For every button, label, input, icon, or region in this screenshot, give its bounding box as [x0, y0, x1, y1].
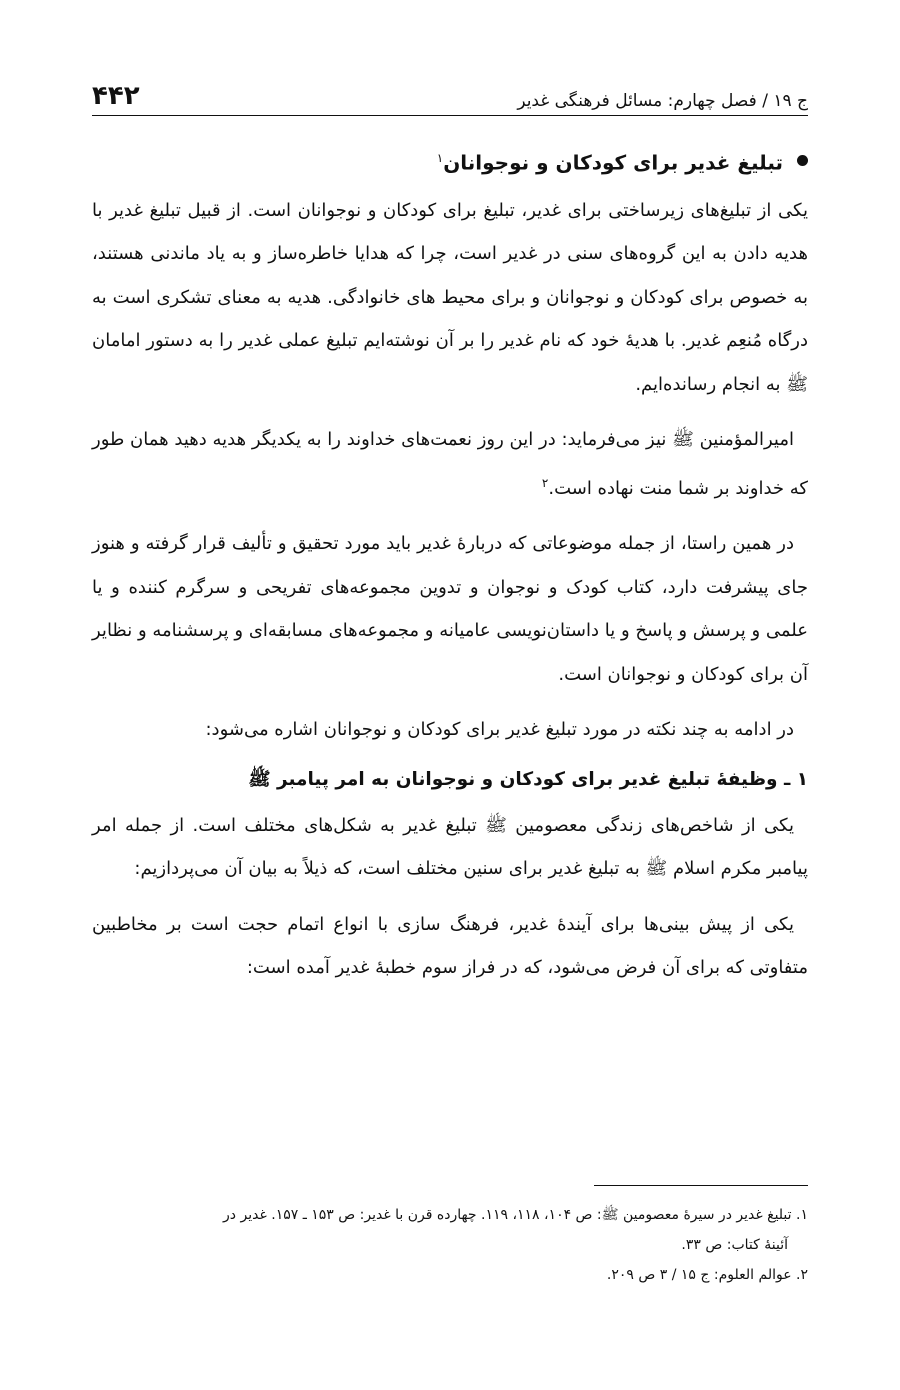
paragraph-2: [92, 418, 808, 510]
footnotes: [92, 1200, 808, 1290]
footnote-1-line-1: ۱. تبلیغ غدیر در سیرهٔ معصومین ﷺ: ص ۱۰۴، ۱۱۸، ۱۱۹. چهارده قرن با غدیر: ص ۱۵۳ ـ ۱۵۷. غدیر در: [223, 1207, 808, 1223]
paragraph-6: یکی از پیش بینی‌ها برای آیندهٔ غدیر، فرهنگ سازی با انواع اتمام حجت است بر مخاطبین متفاوتی که برای آن فرض می‌شود، که در فراز سوم خطبهٔ غدیر آمده است:: [92, 913, 808, 979]
footnote-2: [92, 1260, 808, 1290]
footnote-2-line-1: ۲. عوالم العلوم: ج ۱۵ / ۳ ص ۲۰۹.: [606, 1267, 808, 1283]
section-heading: [92, 132, 808, 189]
running-header: [92, 60, 808, 116]
footnote-marker-2: ۲: [541, 475, 549, 490]
footnote-1: [92, 1200, 808, 1260]
header-title: ج ۱۹ / فصل چهارم: مسائل فرهنگی غدیر: [517, 91, 808, 111]
book-page: [92, 0, 808, 1390]
bullet-icon: [797, 155, 808, 166]
paragraph-3: در همین راستا، از جمله موضوعاتی که دربارهٔ غدیر باید مورد تحقیق و تألیف قرار گرفته و هنوز جای پیشرفت دارد، کتاب کودک و نوجوان و تدوین مجموعه‌های تفریحی و سرگرم کننده و یا علمی و پرسش و پاسخ و یا داستان‌نویسی عامیانه و مجموعه‌های مسابقه‌ای و پرسشنامه و نظایر آن برای کودکان و نوجوانان است.: [92, 533, 808, 685]
footnote-marker-1: ۱: [436, 151, 444, 165]
page-number: ۴۴۲: [92, 81, 140, 111]
paragraph-4: در ادامه به چند نکته در مورد تبلیغ غدیر برای کودکان و نوجوانان اشاره می‌شود:: [205, 719, 794, 741]
section-heading-text: تبلیغ غدیر برای کودکان و نوجوانان: [443, 150, 783, 175]
page-content: [92, 132, 808, 990]
paragraph-5: یکی از شاخص‌های زندگی معصومین ﷺ تبلیغ غدیر به شکل‌های مختلف است. از جمله امر پیامبر مکرم اسلام ﷺ به تبلیغ غدیر برای سنین مختلف است، که ذیلاً به بیان آن می‌پردازیم:: [92, 814, 808, 880]
footnote-divider: [594, 1185, 808, 1186]
footnote-1-line-2: آئینهٔ کتاب: ص ۳۳.: [681, 1237, 788, 1253]
paragraph-2-text: امیرالمؤمنین ﷺ نیز می‌فرماید: در این روز نعمت‌های خداوند را به یکدیگر هدیه دهید همان طور که خداوند بر شما منت نهاده است.: [92, 429, 808, 499]
paragraph-1: یکی از تبلیغ‌های زیرساختی برای غدیر، تبلیغ برای کودکان و نوجوانان است. از قبیل تبلیغ غدیر با هدیه دادن به این گروه‌های سنی در غدیر است، چرا که هدایا خاطره‌ساز و به یاد ماندنی هستند، به خصوص برای کودکان و نوجوانان و برای محیط های خانوادگی. هدیه به معنای تشکری است به درگاه مُنعِم غدیر. با هدیهٔ خود که نام غدیر را بر آن نوشته‌ایم تبلیغ عملی غدیر را به دستور امامان ﷺ به انجام رسانده‌ایم.: [92, 199, 808, 395]
subsection-heading: ۱ ـ وظیفهٔ تبلیغ غدیر برای کودکان و نوجوانان به امر پیامبر ﷺ: [248, 768, 808, 790]
